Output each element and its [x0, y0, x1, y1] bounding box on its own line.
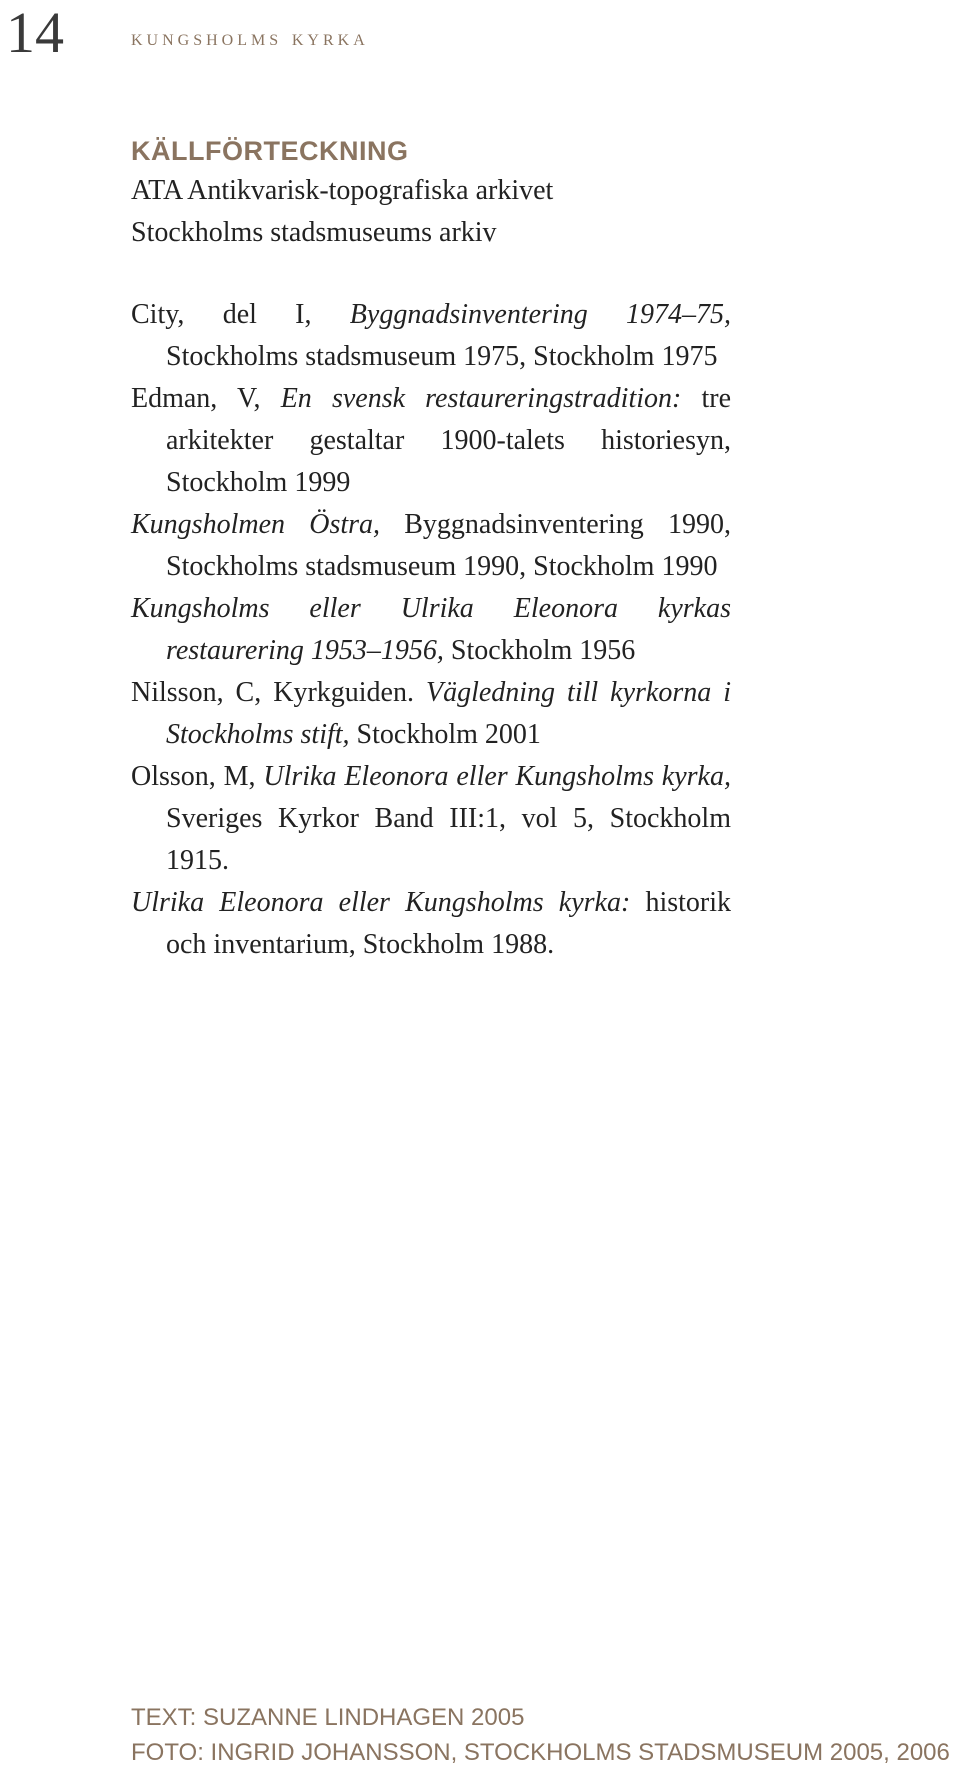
reference-title: Vägledning till kyrkorna i Stockholms stift,: [166, 677, 731, 750]
reference-entry: [131, 672, 731, 756]
bibliography-section: [131, 132, 731, 966]
reference-title: Ulrika Eleonora eller Kungsholms kyrka,: [263, 761, 731, 792]
reference-details: Byggnadsinventering 1990, Stockholms stadsmuseum 1990, Stockholm 1990: [166, 509, 731, 582]
reference-lead: Olsson, M,: [131, 761, 264, 792]
text-credit: TEXT: SUZANNE LINDHAGEN 2005: [131, 1704, 525, 1731]
reference-title: Kungsholms eller Ulrika Eleonora kyrkas restaurering 1953–1956,: [131, 593, 731, 666]
reference-details: tre arkitekter gestaltar 1900-talets historiesyn, Stockholm 1999: [166, 383, 731, 498]
reference-entry: [131, 294, 731, 378]
photo-credit: FOTO: INGRID JOHANSSON, STOCKHOLMS STADSMUSEUM 2005, 2006: [131, 1739, 950, 1766]
reference-details: Stockholm 2001: [349, 719, 541, 750]
reference-title: Byggnadsinventering 1974–75,: [349, 299, 731, 330]
credits: [131, 1700, 950, 1770]
archive-line: ATA Antikvarisk-topografiska arkivet: [131, 175, 554, 206]
reference-entry: [131, 588, 731, 672]
reference-details: historik och inventarium, Stockholm 1988.: [166, 887, 732, 960]
reference-entry: [131, 504, 731, 588]
reference-title: En svensk restaureringstradition:: [280, 383, 682, 414]
reference-title: Kungsholmen Östra,: [131, 509, 381, 540]
reference-lead: City, del I,: [131, 299, 350, 330]
reference-lead: Nilsson, C, Kyrkguiden.: [131, 677, 426, 708]
reference-details: Stockholm 1956: [443, 635, 636, 666]
reference-entry: [131, 378, 731, 504]
reference-entry: [131, 756, 731, 882]
reference-title: Ulrika Eleonora eller Kungsholms kyrka:: [131, 887, 631, 918]
reference-details: Sveriges Kyrkor Band III:1, vol 5, Stockholm 1915.: [166, 803, 731, 876]
page-number: 14: [6, 0, 64, 65]
section-heading: KÄLLFÖRTECKNING: [131, 136, 409, 166]
running-title: kungsholms kyrka: [131, 25, 369, 50]
archive-line: Stockholms stadsmuseums arkiv: [131, 217, 497, 248]
reference-entry: [131, 882, 731, 966]
reference-lead: Edman, V,: [131, 383, 281, 414]
reference-details: Stockholms stadsmuseum 1975, Stockholm 1975: [166, 341, 718, 372]
reference-list: [131, 294, 731, 966]
